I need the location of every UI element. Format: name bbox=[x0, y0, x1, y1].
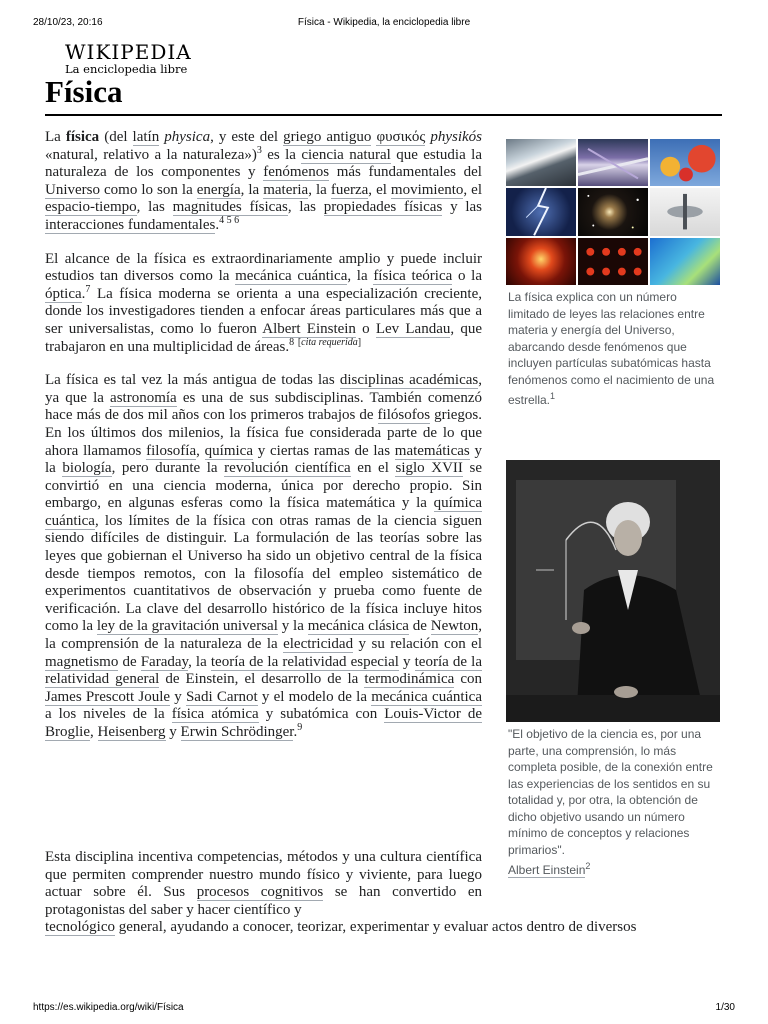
link[interactable]: física atómica bbox=[171, 706, 259, 723]
print-url: https://es.wikipedia.org/wiki/Física bbox=[33, 1002, 184, 1013]
link[interactable]: griego antiguo bbox=[283, 129, 372, 145]
link[interactable]: mecánica clásica bbox=[307, 618, 409, 635]
link[interactable]: revolución científica bbox=[224, 460, 351, 477]
link[interactable]: ciencia natural bbox=[301, 146, 391, 163]
lightning-image bbox=[506, 188, 576, 235]
link[interactable]: química cuántica bbox=[45, 495, 482, 529]
link[interactable]: filosofía bbox=[146, 442, 197, 459]
wikipedia-logo[interactable] bbox=[65, 40, 192, 76]
print-datetime: 28/10/23, 20:16 bbox=[33, 17, 103, 28]
link[interactable]: interacciones fundamentales bbox=[45, 216, 216, 233]
link[interactable]: tecnológico bbox=[45, 919, 115, 935]
link[interactable]: fenómenos bbox=[263, 164, 330, 181]
link[interactable]: propiedades físicas bbox=[323, 199, 443, 216]
collage-caption bbox=[506, 285, 720, 409]
link[interactable]: Erwin Schrödinger bbox=[180, 724, 294, 740]
einstein-link[interactable]: Albert Einstein bbox=[508, 863, 586, 877]
link[interactable]: óptica bbox=[45, 285, 82, 302]
page-title: Física bbox=[45, 74, 123, 109]
link[interactable]: espacio-tiempo bbox=[45, 199, 137, 216]
einstein-photo[interactable] bbox=[506, 460, 720, 722]
print-footer bbox=[0, 994, 768, 1024]
paragraph-last-overflow: tecnológico general, ayudando a conocer, teorizar, experimentar y evaluar actos dentro de diversos bbox=[45, 919, 725, 937]
link[interactable]: fuerza bbox=[330, 181, 369, 198]
einstein-caption bbox=[506, 722, 720, 879]
einstein-quote: "El objetivo de la ciencia es, por una parte, una comprensión, lo más completa posible, de la conexión entre las experiencias de los sentidos en su totalidad y, por otra, la obtención de dicho objetivo usando un número mínimo de conceptos y relaciones primarios". bbox=[508, 727, 713, 857]
atom-spectrum-image bbox=[578, 238, 648, 285]
citation[interactable]: 1 bbox=[550, 391, 556, 401]
particle-accelerator-image bbox=[578, 139, 648, 186]
link[interactable]: James Prescott Joule bbox=[45, 688, 171, 705]
paragraph: La física es tal vez la más antigua de todas las disciplinas académicas, ya que la astronomía es una de sus subdisciplinas. También comenzó hace más de dos mil años con los primeros trabajos de filósofos griegos. En los últimos dos milenios, la física fue considerada parte de lo que ahora llamamos filosofía, química y ciertas ramas de las matemáticas y la biología, pero durante la revolución científica en el siglo XVII se convirtió en una ciencia moderna, única por derecho propio. Sin embargo, en algunas esferas como la física matemática y la química cuántica, los límites de la física con otras ramas de la ciencia siguen siendo difíciles de distinguir. La formulación de las teorías sobre las leyes que gobiernan el Universo ha sido un objetivo central de la física desde tiempos remotos, con la filosofía del empleo sistemático de experimentos cuantitativos de observación y prueba como fuente de verificación. La clave del desarrollo histórico de la física incluye hitos como la ley de la gravitación universal y la mecánica clásica de Newton, la comprensión de la naturaleza de la electricidad y su relación con el magnetismo de Faraday, la teoría de la relatividad especial y teoría de la relatividad general de Einstein, el desarrollo de la termodinámica con James Prescott Joule y Sadi Carnot y el modelo de la mecánica cuántica a los niveles de la física atómica y subatómica con Louis-Victor de Broglie, Heisenberg y Erwin Schrödinger.$^9$ bbox=[45, 372, 483, 740]
physics-collage-figure bbox=[506, 139, 720, 409]
link[interactable]: Louis-Victor de Broglie bbox=[45, 706, 482, 740]
link[interactable]: mecánica cuántica bbox=[371, 688, 482, 705]
floating-magnet-image bbox=[650, 188, 720, 235]
link[interactable]: energía bbox=[196, 181, 241, 198]
link[interactable]: biología bbox=[62, 460, 112, 477]
galaxy-image bbox=[578, 188, 648, 235]
link[interactable]: astronomía bbox=[110, 389, 177, 406]
link[interactable]: teoría de la relatividad especial bbox=[210, 653, 399, 670]
link[interactable]: Albert Einstein bbox=[262, 320, 356, 337]
link[interactable]: mecánica cuántica bbox=[235, 268, 348, 285]
link[interactable]: movimiento bbox=[390, 181, 464, 198]
article-body bbox=[45, 129, 482, 758]
link[interactable]: Lev Landau bbox=[375, 320, 451, 337]
link[interactable]: φυσικός bbox=[376, 129, 426, 145]
link[interactable]: física teórica bbox=[373, 268, 453, 285]
link[interactable]: materia bbox=[263, 181, 309, 198]
title-divider bbox=[45, 114, 722, 116]
link[interactable]: siglo XVII bbox=[395, 460, 463, 477]
logo-wordmark: WIKIPEDIA bbox=[65, 40, 192, 64]
nuclear-explosion-image bbox=[506, 238, 576, 285]
print-page-title: Física - Wikipedia, la enciclopedia libre bbox=[297, 17, 471, 28]
link[interactable]: termodinámica bbox=[364, 671, 455, 688]
link[interactable]: ley de la gravitación universal bbox=[96, 618, 278, 635]
print-header bbox=[0, 0, 768, 40]
link[interactable]: Heisenberg bbox=[97, 724, 166, 740]
einstein-figure bbox=[506, 460, 720, 879]
link[interactable]: matemáticas bbox=[394, 442, 470, 459]
link[interactable]: electricidad bbox=[283, 636, 354, 653]
paragraph-last: Esta disciplina incentiva competencias, métodos y una cultura científica que permiten comprender nuestro mundo físico y viviente, para luego actuar sobre él. Sus procesos cognitivos se han convertido en protagonistas del saber y hacer científico y bbox=[45, 849, 482, 918]
link[interactable]: filósofos bbox=[377, 407, 431, 424]
link[interactable]: magnetismo bbox=[45, 653, 119, 670]
link[interactable]: Faraday bbox=[140, 653, 189, 670]
link[interactable]: Newton bbox=[430, 618, 479, 635]
link[interactable]: latín bbox=[132, 129, 160, 145]
logo-tagline: La enciclopedia libre bbox=[65, 62, 188, 76]
citation[interactable]: 2 bbox=[585, 861, 591, 871]
hot-air-balloons-image bbox=[650, 139, 720, 186]
link[interactable]: Sadi Carnot bbox=[185, 688, 258, 705]
print-page-number: 1/30 bbox=[715, 1002, 735, 1013]
link[interactable]: química bbox=[204, 442, 253, 459]
waterfall-image bbox=[506, 139, 576, 186]
link[interactable]: teoría de la relatividad general bbox=[45, 653, 482, 688]
link[interactable]: procesos cognitivos bbox=[196, 884, 324, 901]
collage-caption-text: La física explica con un número limitado de leyes las relaciones entre materia y energía del Universo, abarcando desde fenómenos que incluyen partículas subatómicas hasta fenómenos como el nacimiento de una estrella. bbox=[508, 290, 715, 407]
link[interactable]: disciplinas académicas bbox=[339, 372, 479, 389]
paragraph: La física (del latín physica, y este del griego antiguo φυσικός physikós «natural, relativo a la naturaleza»)$^3$ es la ciencia natural que estudia la naturaleza de los componentes y fenómenos más fundamentales del Universo como lo son la energía, la materia, la fuerza, el movimiento, el espacio-tiempo, las magnitudes físicas, las propiedades físicas y las interacciones fundamentales.$^{4 5 6}$ bbox=[45, 129, 483, 233]
paragraph: El alcance de la física es extraordinariamente amplio y puede incluir estudios tan diversos como la mecánica cuántica, la física teórica o la óptica.$^7$ La física moderna se orienta a una especialización creciente, donde los investigadores tienden a enfocar áreas particulares más que a ser universalistas, como lo fueron Albert Einstein o Lev Landau, que trabajaron en una multiplicidad de áreas.$^8$ [cita requerida] bbox=[45, 250, 482, 355]
link[interactable]: magnitudes físicas bbox=[172, 199, 288, 216]
physics-collage[interactable] bbox=[506, 139, 720, 285]
link[interactable]: Universo bbox=[45, 181, 100, 198]
fluid-simulation-image bbox=[650, 238, 720, 285]
